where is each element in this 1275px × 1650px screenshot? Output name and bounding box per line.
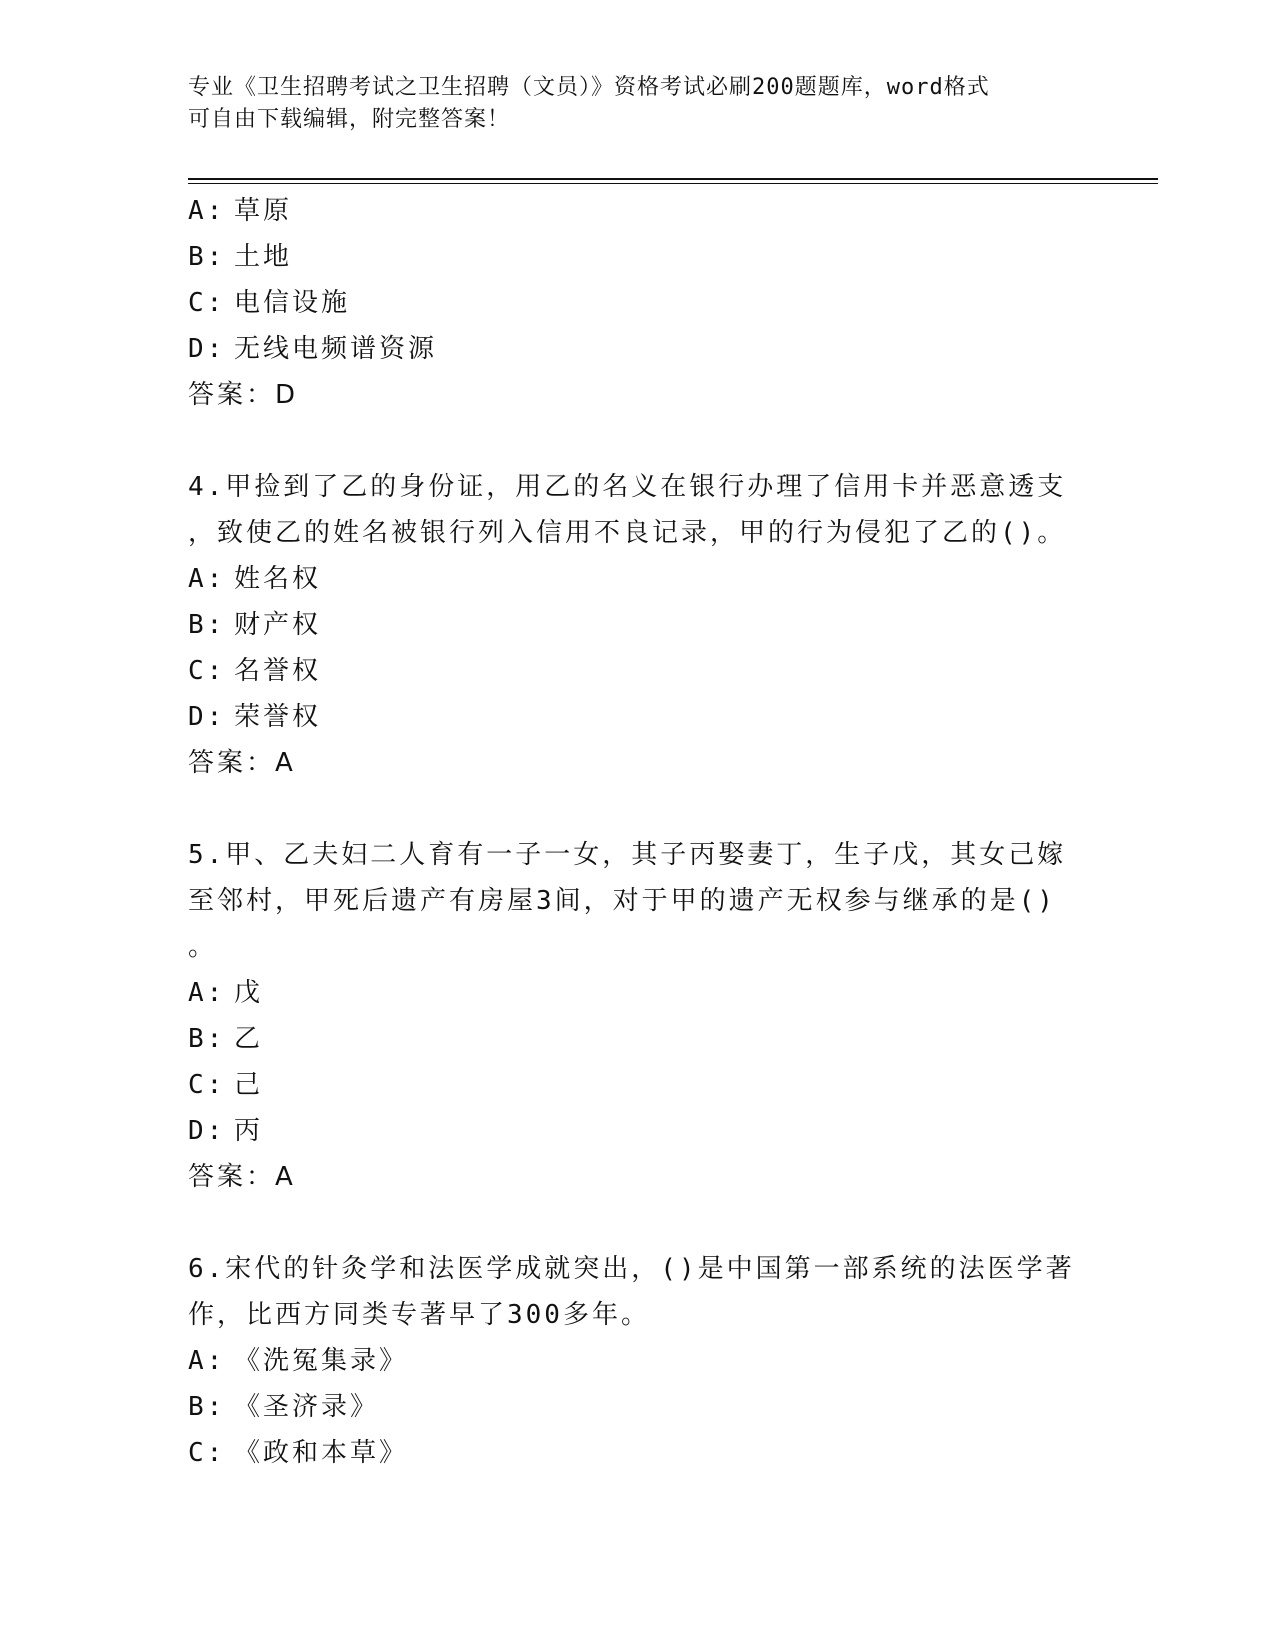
q5-stem-line-2: 至邻村，甲死后遗产有房屋3间，对于甲的遗产无权参与继承的是() bbox=[188, 886, 1056, 916]
option-letter: C: bbox=[188, 656, 226, 686]
option-text: 《洗冤集录》 bbox=[234, 1346, 409, 1376]
q6-option-a bbox=[188, 1338, 1068, 1384]
q4-option-c bbox=[188, 648, 1068, 694]
option-text: 《圣济录》 bbox=[234, 1392, 380, 1422]
option-letter: A: bbox=[188, 564, 226, 594]
q5-stem-line-3: 。 bbox=[188, 932, 218, 962]
option-letter: D: bbox=[188, 334, 226, 364]
option-text: 荣誉权 bbox=[234, 702, 322, 732]
option-text: 财产权 bbox=[234, 610, 322, 640]
q5-option-d bbox=[188, 1108, 1068, 1154]
option-letter: C: bbox=[188, 288, 226, 318]
header-rule-thin bbox=[188, 183, 1158, 184]
q4-option-d bbox=[188, 694, 1068, 740]
option-text: 草原 bbox=[234, 196, 293, 226]
option-letter: A: bbox=[188, 1346, 226, 1376]
q3-option-c bbox=[188, 280, 1068, 326]
option-letter: B: bbox=[188, 1392, 226, 1422]
document-header bbox=[188, 72, 1068, 136]
spacer bbox=[188, 1200, 1068, 1246]
option-text: 《政和本草》 bbox=[234, 1438, 409, 1468]
header-line-2: 可自由下载编辑，附完整答案！ bbox=[188, 107, 511, 132]
q5-answer: 答案：A bbox=[188, 1162, 296, 1192]
q3-option-a bbox=[188, 188, 1068, 234]
option-text: 姓名权 bbox=[234, 564, 322, 594]
option-text: 戊 bbox=[234, 978, 264, 1008]
option-text: 无线电频谱资源 bbox=[234, 334, 438, 364]
option-text: 己 bbox=[234, 1070, 264, 1100]
q5-stem-line-1: 5.甲、乙夫妇二人育有一子一女，其子丙娶妻丁，生子戊，其女己嫁 bbox=[188, 840, 1067, 870]
header-rule-thick bbox=[188, 178, 1158, 180]
header-line-1: 专业《卫生招聘考试之卫生招聘（文员）》资格考试必刷200题题库，word格式 bbox=[188, 75, 990, 100]
q5-option-b bbox=[188, 1016, 1068, 1062]
option-letter: D: bbox=[188, 702, 226, 732]
q4-stem-line-2: ，致使乙的姓名被银行列入信用不良记录，甲的行为侵犯了乙的()。 bbox=[188, 518, 1067, 548]
option-letter: B: bbox=[188, 610, 226, 640]
spacer bbox=[188, 418, 1068, 464]
q4-stem-line-1: 4.甲捡到了乙的身份证，用乙的名义在银行办理了信用卡并恶意透支 bbox=[188, 472, 1067, 502]
option-letter: D: bbox=[188, 1116, 226, 1146]
q5-option-c bbox=[188, 1062, 1068, 1108]
option-letter: A: bbox=[188, 196, 226, 226]
option-text: 丙 bbox=[234, 1116, 264, 1146]
option-text: 乙 bbox=[234, 1024, 264, 1054]
option-letter: A: bbox=[188, 978, 226, 1008]
option-letter: B: bbox=[188, 1024, 226, 1054]
q6-stem-line-1: 6.宋代的针灸学和法医学成就突出，()是中国第一部系统的法医学著 bbox=[188, 1254, 1075, 1284]
q3-option-b bbox=[188, 234, 1068, 280]
option-letter: C: bbox=[188, 1438, 226, 1468]
option-text: 土地 bbox=[234, 242, 293, 272]
q6-option-c bbox=[188, 1430, 1068, 1476]
q3-option-d bbox=[188, 326, 1068, 372]
option-letter: C: bbox=[188, 1070, 226, 1100]
option-text: 名誉权 bbox=[234, 656, 322, 686]
q3-answer: 答案：D bbox=[188, 380, 299, 410]
q5-option-a bbox=[188, 970, 1068, 1016]
option-letter: B: bbox=[188, 242, 226, 272]
question-list bbox=[188, 188, 1075, 1476]
q4-answer: 答案：A bbox=[188, 748, 296, 778]
option-text: 电信设施 bbox=[234, 288, 351, 318]
q4-option-a bbox=[188, 556, 1068, 602]
spacer bbox=[188, 786, 1068, 832]
q4-option-b bbox=[188, 602, 1068, 648]
q6-option-b bbox=[188, 1384, 1068, 1430]
q6-stem-line-2: 作，比西方同类专著早了300多年。 bbox=[188, 1300, 650, 1330]
